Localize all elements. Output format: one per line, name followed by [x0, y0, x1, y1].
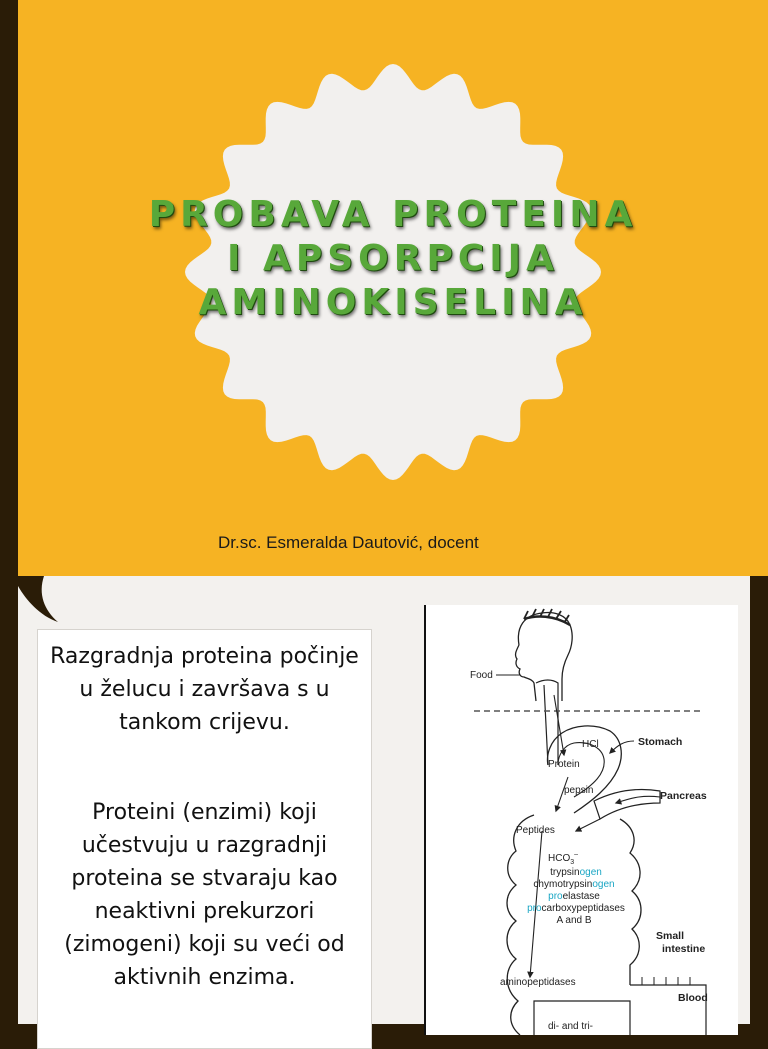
label-pancreas: Pancreas: [660, 790, 707, 802]
label-small: Small: [656, 930, 685, 942]
digestion-diagram: [424, 605, 738, 1035]
enzyme-tail: A and B: [556, 915, 592, 926]
title-line-3: AMINOKISELINA: [198, 282, 588, 323]
title-line-2: I APSORPCIJA: [227, 238, 559, 279]
label-protein: Protein: [548, 759, 580, 770]
label-peptides: Peptides: [516, 825, 555, 836]
label-pepsin: pepsin: [564, 785, 594, 796]
label-intestine: intestine: [662, 943, 706, 955]
author-name: Dr.sc. Esmeralda Dautović, docent: [218, 533, 479, 552]
title-slide: [18, 0, 768, 576]
label-blood: Blood: [678, 992, 708, 1004]
text-box: [37, 629, 372, 1049]
slide-title: [18, 193, 768, 325]
label-aminopeptidases: aminopeptidases: [500, 977, 576, 988]
slide-corner-decoration: [18, 576, 78, 636]
title-line-1: PROBAVA PROTEINA: [148, 194, 638, 235]
label-food: Food: [470, 670, 493, 681]
label-hco3: $HCO_3^-$: [548, 851, 579, 866]
enzyme-proelastase: proelastase: [548, 891, 600, 902]
label-hcl: HCl: [582, 739, 599, 750]
enzyme-procarboxypeptidases: procarboxypeptidases: [527, 903, 625, 914]
enzyme-chymotrypsinogen: chymotrypsinogen: [533, 879, 615, 890]
content-slide: [18, 576, 750, 1032]
label-di-tri: di- and tri-: [548, 1021, 594, 1032]
label-stomach: Stomach: [638, 736, 683, 748]
paragraph-2: Proteini (enzimi) koji učestvuju u razgradnji proteina se stvaraju kao neaktivni prekurzori (zimogeni) koji su veći od aktivnih enzima.: [64, 800, 345, 990]
paragraph-1: Razgradnja proteina počinje u želucu i završava s u tankom crijevu.: [50, 644, 359, 735]
enzyme-trypsinogen: trypsinogen: [550, 867, 602, 878]
